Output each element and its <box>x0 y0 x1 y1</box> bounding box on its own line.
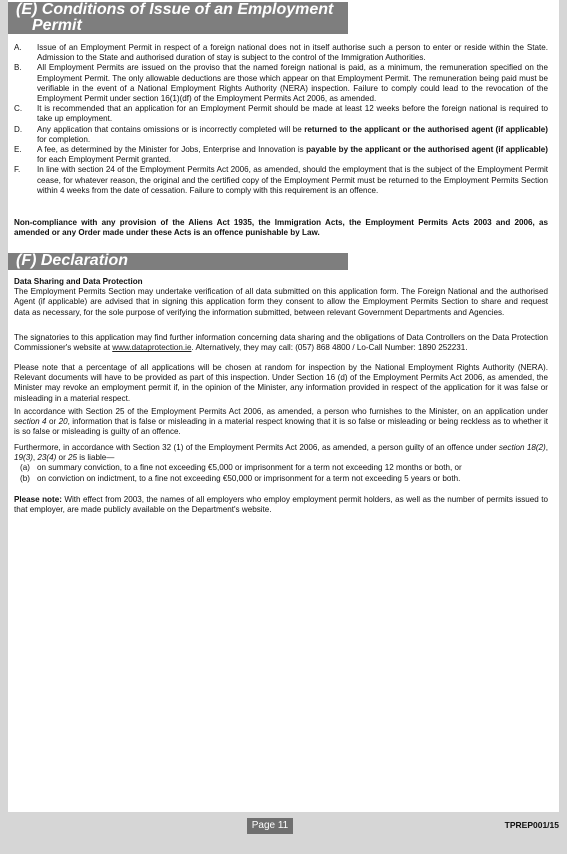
item-letter: E. <box>14 145 22 155</box>
item-text: It is recommended that an application for an Employment Permit should be made at least 12 weeks before the foreign national is required to take up employment. <box>37 104 548 124</box>
section-ref: section 18(2) <box>498 443 546 452</box>
section-ref: 23(4) <box>37 453 57 463</box>
paragraph-text: , <box>545 443 549 452</box>
section-ref: 20 <box>58 417 68 427</box>
item-text-post: for each Employment Permit granted. <box>37 155 172 165</box>
item-letter: (a) <box>20 463 30 473</box>
paragraph-text: or <box>46 417 59 427</box>
paragraph-text: Furthermore, in accordance with Section 32 (1) of the Employment Permits Act 2006, as amended, a person guilty of an offence under <box>14 443 499 452</box>
section-ref: 25 <box>68 453 78 463</box>
data-protection-paragraph <box>14 333 548 353</box>
section-e-title-line2: Permit <box>32 17 82 34</box>
paragraph-text: , information that is false or misleading in a material respect knowing that it is so false or misleading or being reckless as to whether it is so false or misleading is guilty of an offence. <box>14 417 548 437</box>
data-sharing-paragraph: The Employment Permits Section may undertake verification of all data submitted on this application form. The Foreign National and the authorised Agent (if applicable) are advised that in signing this application form they consent to allow the Employment Permits Section to share and request data as necessary, for the sole purpose of verifying the information submitted, between relevant Government Departments and Agencies. <box>14 287 548 317</box>
item-letter: D. <box>14 124 23 134</box>
paragraph-text: . Alternatively, they may call: (057) 868 4800 / Lo-Call Number: 1890 252231. <box>191 343 468 353</box>
data-sharing-subhead: Data Sharing and Data Protection <box>14 277 143 286</box>
paragraph-text: or <box>56 453 69 463</box>
paragraph-text: In accordance with Section 25 of the Employment Permits Act 2006, as amended, a person who furnishes to the Minister, on an application under <box>14 407 548 416</box>
section25-paragraph <box>14 407 548 438</box>
item-letter: F. <box>14 165 21 175</box>
page-number: Page 11 <box>247 818 293 834</box>
list-item <box>14 125 548 145</box>
list-item <box>14 43 548 63</box>
item-text: on conviction on indictment, to a fine not exceeding €50,000 or imprisonment for a term not exceeding 5 years or both. <box>37 473 461 483</box>
item-text: Issue of an Employment Permit in respect of a foreign national does not in itself authorise such a person to enter or reside within the State. Admission to the State and authorised duration of stay is subject to the control of the Immigration Authorities. <box>37 43 548 63</box>
section-ref: section 4 <box>14 417 47 427</box>
list-item <box>14 104 548 124</box>
item-letter: A. <box>14 43 22 52</box>
item-letter: B. <box>14 63 22 73</box>
paragraph-text: The signatories to this application may find further information concerning data sharing and the obligations of Data Controllers on the Data Protection Commissioner's website at <box>14 333 548 353</box>
section-f-heading <box>8 253 348 270</box>
paragraph-text: , <box>32 453 38 463</box>
item-letter: (b) <box>20 473 30 483</box>
section-f-title: (F) Declaration <box>16 252 129 269</box>
please-note-paragraph <box>14 495 548 515</box>
list-item <box>14 63 548 104</box>
item-text-pre: Any application that contains omissions or is incorrectly completed will be <box>37 124 305 134</box>
section32-paragraph <box>14 443 548 484</box>
item-text-bold: payable by the applicant or the authorised agent (if applicable) <box>306 145 548 155</box>
item-letter: C. <box>14 104 23 114</box>
item-text: In line with section 24 of the Employment Permits Act 2006, as amended, should the employment that is the subject of the Employment Permit cease, for whatever reason, the original and the certified copy of the Employment Permit must be returned to the Employment Permits Section within 4 weeks from the date of cessation. Failure to comply with this requirement is an offence. <box>37 165 548 195</box>
note-text: With effect from 2003, the names of all employers who employ employment permit holders, as well as the number of permits issued to that employer, are made publicly available on the Department's website. <box>14 495 548 515</box>
section-e-title-line1: (E) Conditions of Issue of an Employment <box>16 1 334 18</box>
item-text-post: for completion. <box>37 134 91 144</box>
item-text-bold: returned to the applicant or the authorised agent (if applicable) <box>304 124 548 134</box>
paragraph-text: is liable— <box>77 453 115 463</box>
item-text: on summary conviction, to a fine not exceeding €5,000 or imprisonment for a term not exceeding 12 months or both, or <box>37 463 462 473</box>
note-label: Please note: <box>14 495 62 504</box>
item-text-pre: A fee, as determined by the Minister for Jobs, Enterprise and Innovation is <box>37 145 307 155</box>
data-sharing-block <box>14 277 548 318</box>
data-protection-link[interactable]: www.dataprotection.ie <box>112 343 192 353</box>
section-e-heading <box>8 2 348 34</box>
list-item <box>14 165 548 196</box>
item-text: All Employment Permits are issued on the proviso that the named foreign national is paid, as a minimum, the remuneration specified on the Employment Permit. The only allowable deductions are those which appear on that Employment Permit. The remuneration being paid must be verifiable in the event of a National Employment Rights Authority (NERA) inspection. Failure to comply could lead to the revocation of the Employment Permit under section 16(1)(df) of the Employment Permits Act 2006, as amended. <box>37 63 548 104</box>
form-code: TPREP001/15 <box>504 820 559 830</box>
list-item <box>14 145 548 165</box>
noncompliance-statement: Non-compliance with any provision of the Aliens Act 1935, the Immigration Acts, the Employment Permits Acts 2003 and 2006, as amended or any Order made under these Acts is an offence punishable by Law. <box>14 218 548 238</box>
inspection-paragraph: Please note that a percentage of all applications will be chosen at random for inspection by the National Employment Rights Authority (NERA). Relevant documents will have to be provided as part of this inspection. Under Section 16 (d) of the Employment Permits Act 2006, as amended, the Minister may revoke an employment permit if, in the opinion of the Minister, any information provided in respect of the application for it was false or misleading in a material respect. <box>14 363 548 403</box>
conditions-list <box>14 43 548 196</box>
section-ref: 19(3) <box>14 453 33 463</box>
list-item <box>14 463 548 473</box>
list-item <box>14 474 548 484</box>
